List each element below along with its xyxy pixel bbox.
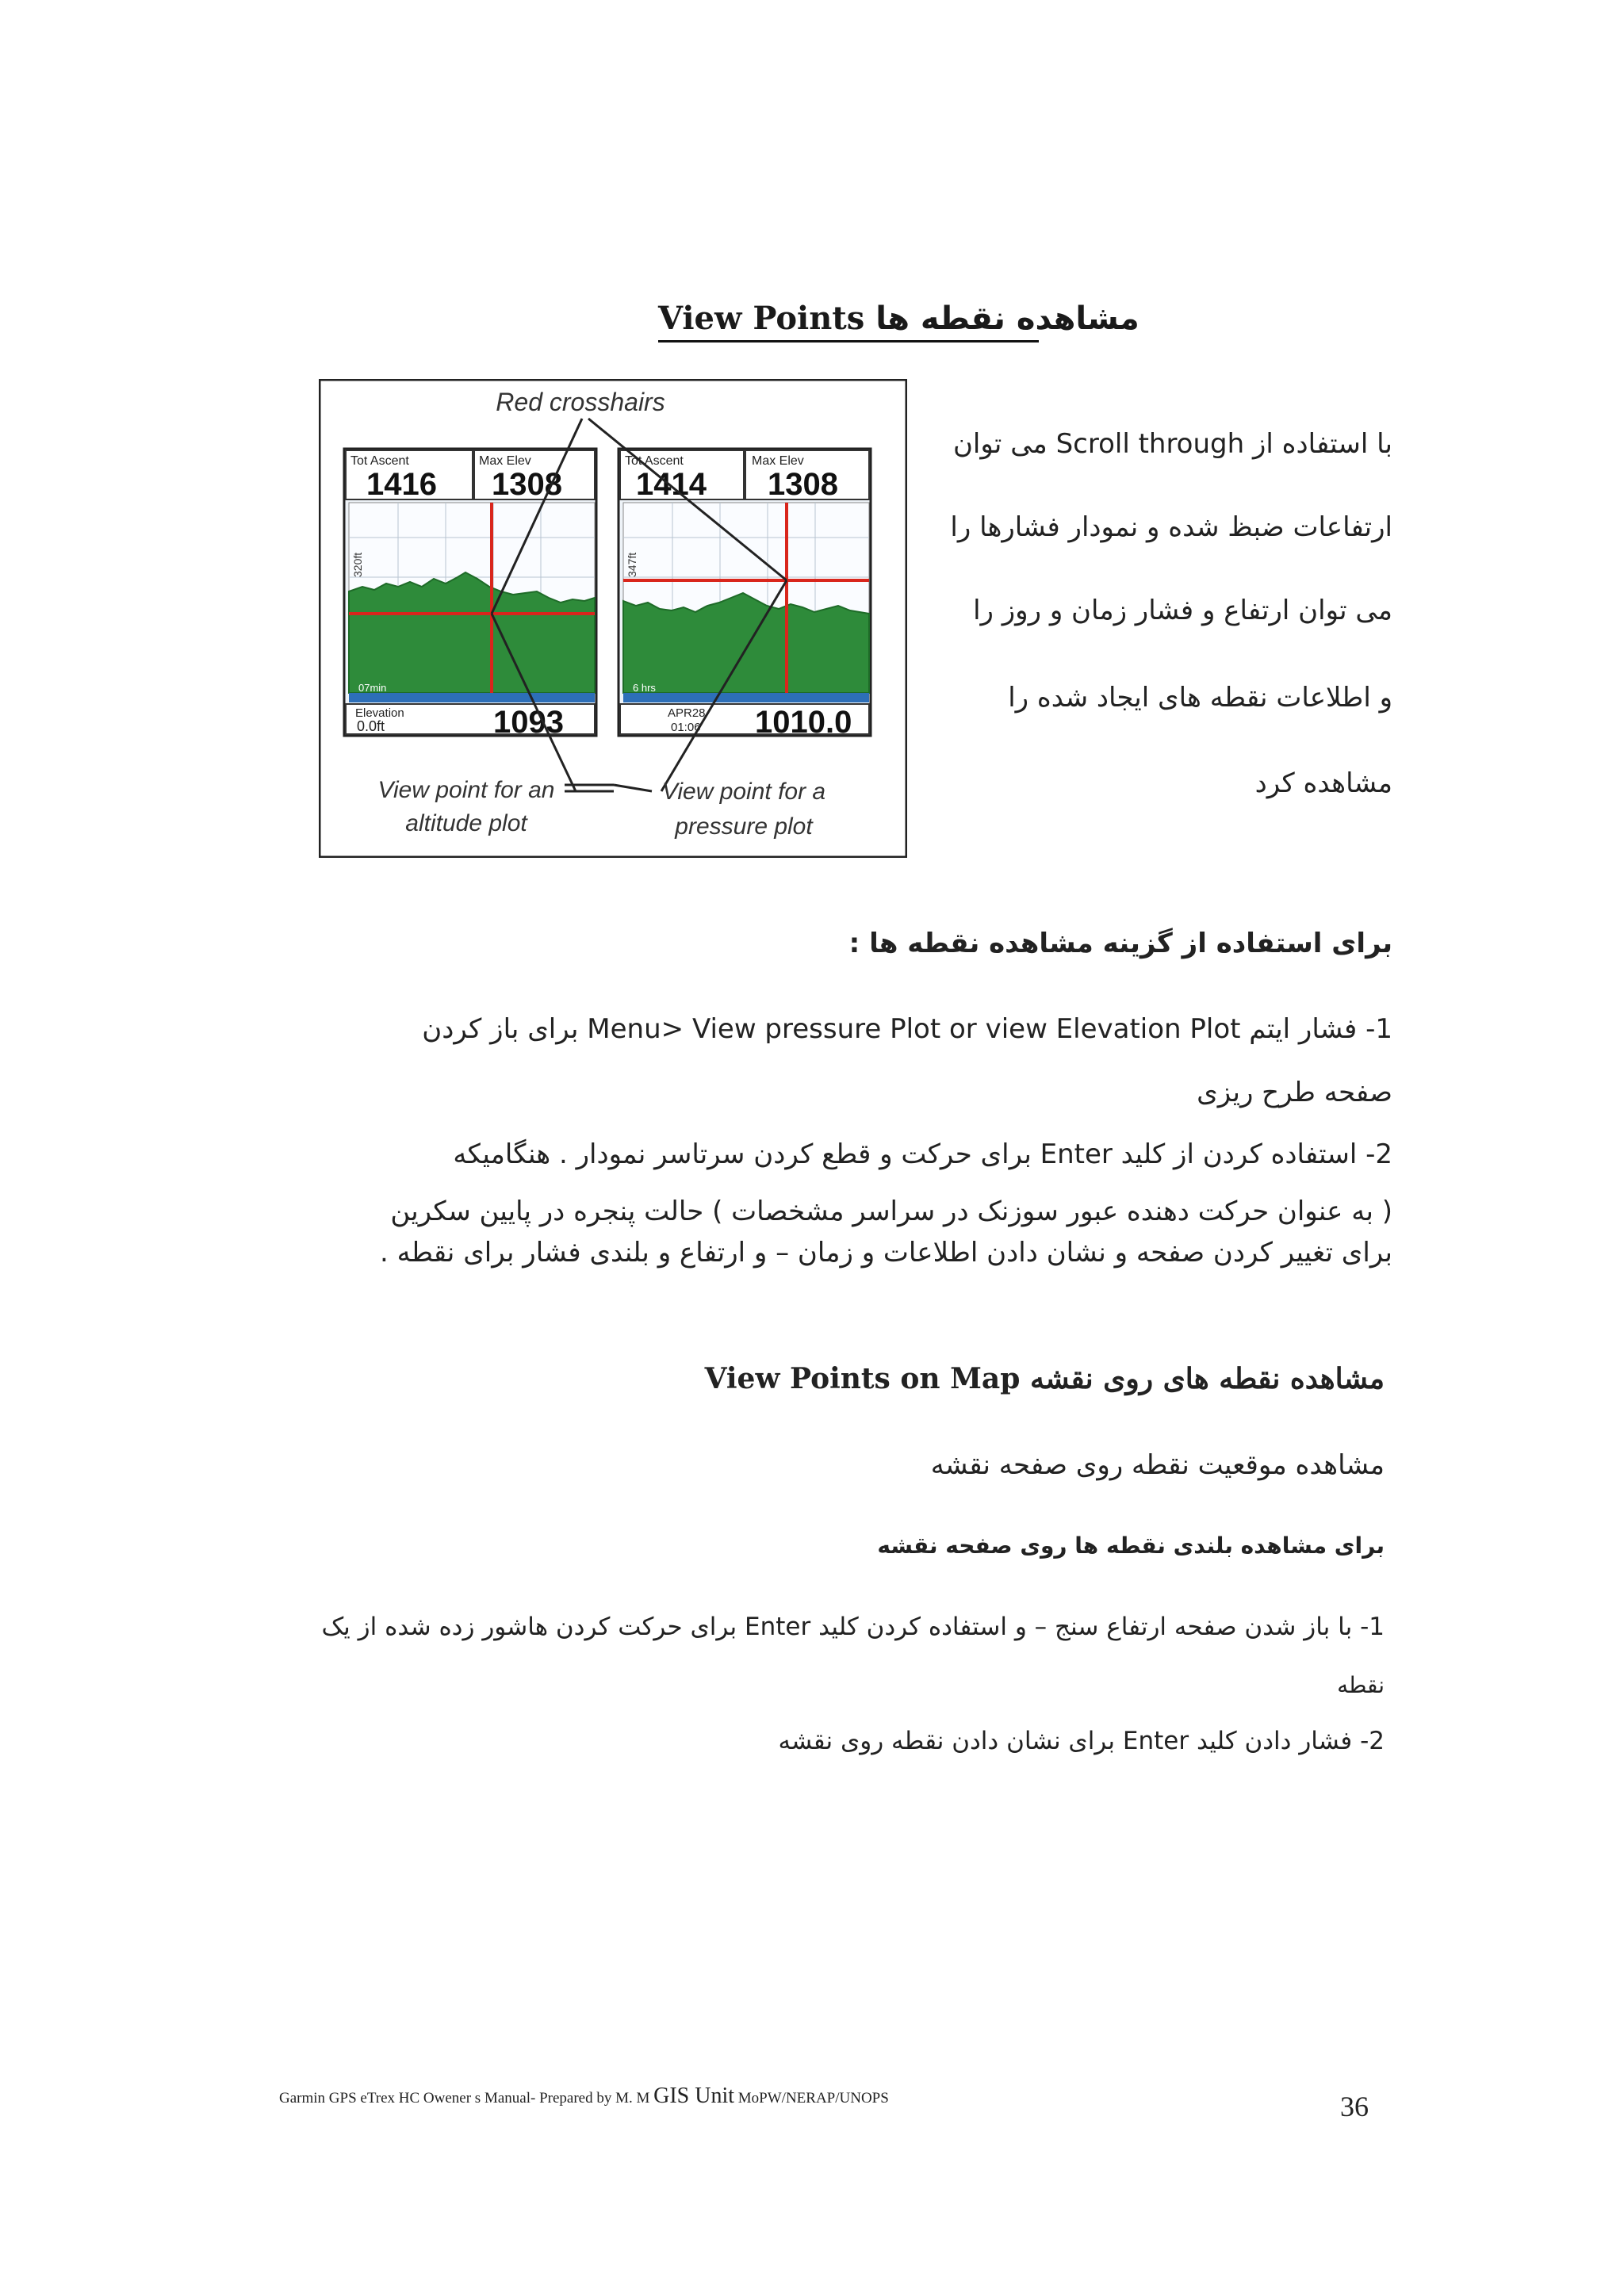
caption-right-line2: pressure plot	[675, 813, 813, 840]
section1-item1-line2: صفحه طرح ریزی	[1197, 1077, 1392, 1108]
right-date-label: APR28	[668, 706, 706, 720]
footer-org: MoPW/NERAP/UNOPS	[737, 2090, 889, 2107]
right-tot-ascent-label: Tot Ascent	[625, 454, 684, 468]
caption-left-line1: View point for an	[377, 777, 555, 803]
left-max-elev-value: 1308	[492, 467, 562, 502]
right-max-elev-label: Max Elev	[752, 454, 804, 468]
section2-item1-line1: 1- با باز شدن صفحه ارتفاع سنج – و استفاده کردن کلید Enter برای حرکت کردن هاشور زده شده از یک	[321, 1613, 1385, 1641]
side-line-1: با استفاده از Scroll through می توان	[952, 428, 1392, 460]
garmin-screens-figure	[319, 379, 907, 858]
section2-item1-line2: نقطه	[1337, 1672, 1385, 1698]
left-tot-ascent-value: 1416	[366, 467, 437, 502]
left-elevation-small: 0.0ft	[357, 718, 385, 734]
right-pressure-value: 1010.0	[755, 705, 852, 740]
title-english: View Points	[658, 300, 865, 337]
caption-left-line2: altitude plot	[405, 810, 527, 836]
section2-item2: 2- فشار دادن کلید Enter برای نشان دادن نقطه روی نقشه	[778, 1727, 1385, 1755]
page-number: 36	[1340, 2091, 1369, 2122]
caption-right-line1: View point for a	[661, 779, 826, 805]
left-elevation-label: Elevation	[355, 706, 404, 720]
callout-red-crosshairs: Red crosshairs	[496, 388, 665, 416]
right-time-small: 01:06	[671, 721, 701, 734]
right-scale-label: 347ft	[626, 552, 638, 577]
right-gps-screen	[619, 449, 871, 740]
side-line-2: ارتفاعات ضبظ شده و نمودار فشارها را	[950, 511, 1392, 543]
left-max-elev-label: Max Elev	[479, 454, 531, 468]
left-gps-screen	[344, 449, 596, 740]
right-time-label: 6 hrs	[633, 682, 656, 694]
side-line-5: مشاهده کرد	[1254, 767, 1392, 799]
left-tot-ascent-label: Tot Ascent	[350, 454, 409, 468]
page-title	[658, 300, 1139, 342]
right-max-elev-value: 1308	[768, 467, 838, 502]
section2-subtitle: مشاهده موقعیت نقطه روی صفحه نقشه	[930, 1449, 1385, 1481]
left-elevation-value: 1093	[493, 705, 564, 740]
side-line-3: می توان ارتفاع و فشار زمان و روز را	[973, 595, 1392, 626]
section1-item2-cont1: ( به عنوان حرکت دهنده عبور سوزنک در سراسر مشخصات ) حالت پنجره در پایین سکرین	[390, 1196, 1392, 1227]
section1-item2-cont2: برای تغییر کردن صفحه و نشان دادن اطلاعات و زمان – و ارتفاع و بلندی فشار برای نقطه .	[379, 1237, 1392, 1269]
title-persian: مشاهده نقطه ها	[875, 300, 1139, 337]
footer-unit: GIS Unit	[653, 2084, 735, 2108]
footer-text	[279, 2084, 889, 2109]
footer-manual-title: Garmin GPS eTrex HC Owener s Manual- Prepared by M. M	[279, 2090, 650, 2107]
section1-heading: برای استفاده از گزینه مشاهده نقطه ها :	[848, 928, 1392, 959]
section2-heading: مشاهده نقطه های روی نقشه View Points on Map	[704, 1362, 1385, 1395]
right-tot-ascent-value: 1414	[636, 467, 707, 502]
left-time-label: 07min	[358, 682, 387, 694]
side-line-4: و اطلاعات نقطه های ایجاد شده را	[1008, 682, 1392, 714]
section1-item1-line1: 1- فشار ایتم Menu> View pressure Plot or view Elevation Plot برای باز کردن	[422, 1013, 1392, 1045]
section2-subheading: برای مشاهده بلندی نقطه ها روی صفحه نقشه	[877, 1533, 1385, 1559]
left-scale-label: 320ft	[351, 552, 364, 577]
section1-item2: 2- استفاده کردن از کلید Enter برای حرکت و قطع کردن سرتاسر نمودار . هنگامیکه	[453, 1138, 1392, 1170]
